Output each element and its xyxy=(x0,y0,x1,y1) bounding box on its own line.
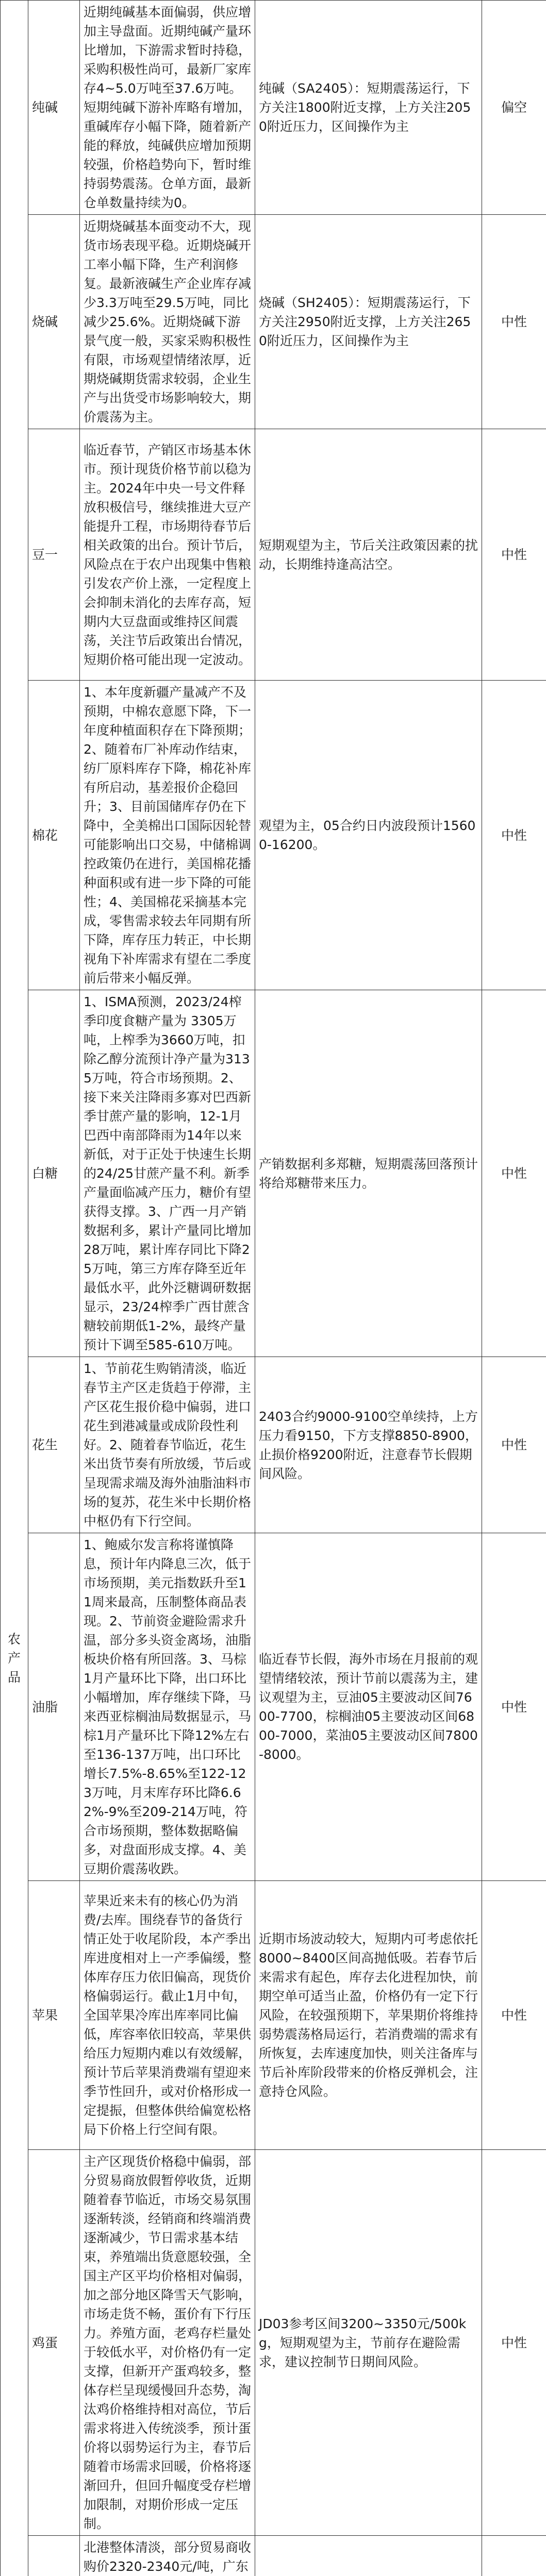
product-cell: 鸡蛋 xyxy=(28,2150,80,2536)
fundamentals-cell: 1、鲍威尔发言称将谨慎降息，预计年内降息三次，低于市场预期，美元指数跃升至11周来最高，压制整体商品表现。2、节前资金避险需求升温，部分多头资金离场，油脂板块价格有所回落。3、马棕1月产量环比下降，出口环比小幅增加，库存继续下降，马来西亚棕榈油局数据显示，马棕1月产量环比下降12%左右至136-137万吨，出口环比增长7.5%-8.65%至122-123万吨，月末库存环比降6.62%-9%至209-214万吨，符合市场预期，整体数据略偏多，对盘面形成支撑。4、美豆期价震荡收跌。 xyxy=(80,1533,255,1881)
view-cell: 中性 xyxy=(482,990,546,1357)
table-row xyxy=(1,681,546,990)
strategy-cell: 纯碱（SA2405）：短期震荡运行，下方关注1800附近支撑，上方关注2050附近压力，区间操作为主 xyxy=(255,1,482,215)
table-row xyxy=(1,2536,546,2576)
view-cell: 中性 xyxy=(482,215,546,429)
product-cell: 棉花 xyxy=(28,681,80,990)
fundamentals-cell: 苹果近来未有的核心仍为消费/去库。围绕春节的备货行情正处于收尾阶段，本产季出库进度相对上一产季偏缓，整体库存压力依旧偏高，现货价格偏弱运行。截止1月中旬，全国苹果冷库出库率同比偏低，库容率依旧较高，苹果供给压力短期内难以有效缓解，预计节后苹果消费端有望迎来季节性回升，或对价格形成一定提振，但整体供给偏宽松格局下价格上行空间有限。 xyxy=(80,1881,255,2150)
product-cell: 花生 xyxy=(28,1357,80,1533)
product-cell: 烧碱 xyxy=(28,215,80,429)
table-body xyxy=(1,1,546,2576)
fundamentals-cell: 近期烧碱基本面变动不大，现货市场表现平稳。近期烧碱开工率小幅下降，生产利润修复。最新液碱生产企业库存减少3.3万吨至29.5万吨，同比减少25.6%。近期烧碱下游景气度一般，买家采购积极性有限，市场观望情绪浓厚，近期烧碱期货需求较弱，企业生产与出货受市场影响较大，期价震荡为主。 xyxy=(80,215,255,429)
strategy-cell: 近期市场波动较大，短期内可考虑依托8000~8400区间高抛低吸。若春节后来需求有起色，库存去化进程加快，前期空单可适当止盈，价格仍有一定下行风险，在较强预期下，苹果期价将维持弱势震荡格局运行，若消费端的需求有所恢复，去库速度加快，则关注备库与节后补库阶段带来的价格反弹机会，注意持仓风险。 xyxy=(255,1881,482,2150)
product-cell: 油脂 xyxy=(28,1533,80,1881)
product-cell xyxy=(28,2536,80,2576)
strategy-cell: 短期观望为主，节后关注政策因素的扰动，长期维持逢高沽空。 xyxy=(255,429,482,681)
strategy-cell: 观望为主，05合约日内波段预计15600-16200。 xyxy=(255,681,482,990)
strategy-cell: 临近春节长假，海外市场在月报前的观望情绪较浓，预计节前以震荡为主，建议观望为主，豆油05主要波动区间7600-7700，棕榈油05主要波动区间6800-7000，菜油05主要波动区间7800-8000。 xyxy=(255,1533,482,1881)
view-cell: 偏空 xyxy=(482,1,546,215)
table-row xyxy=(1,1357,546,1533)
table-row xyxy=(1,1881,546,2150)
table-row xyxy=(1,1,546,215)
view-cell: 中性 xyxy=(482,1533,546,1881)
strategy-cell: JD03参考区间3200~3350元/500kg，短期观望为主，节前存在避险需求，建议控制节日期间风险。 xyxy=(255,2150,482,2536)
table-row xyxy=(1,1533,546,1881)
strategy-cell: 2403合约9000-9100空单续持，上方压力看9150，下方支撑8850-8900，止损价格9200附近，注意春节长假期间风险。 xyxy=(255,1357,482,1533)
product-cell: 豆一 xyxy=(28,429,80,681)
fundamentals-cell: 1、ISMA预测，2023/24榨季印度食糖产量为 3305万吨，上榨季为3660万吨，扣除乙醇分流预计净产量为3135万吨，符合市场预期。2、接下来关注降雨多寡对巴西新季甘蔗产量的影响，12-1月巴西中南部降雨为14年以来新低，对于正处于快速生长期的24/25甘蔗产量不利。新季产量面临减产压力，糖价有望获得支撑。3、广西一月产销数据利多，累计产量同比增加28万吨，累计库存同比下降25万吨，第三方库存降至近年最低水平，此外泛糖调研数据显示，23/24榨季广西甘蔗含糖较前期低1-2%，最终产量预计下调至585-610万吨。 xyxy=(80,990,255,1357)
product-cell: 苹果 xyxy=(28,1881,80,2150)
product-cell: 纯碱 xyxy=(28,1,80,215)
fundamentals-cell: 临近春节，产销区市场基本休市。预计现货价格节前以稳为主。2024年中央一号文件释放积极信号，继续推进大豆产能提升工程，市场期待春节后相关政策的出台。预计节后，风险点在于农户出现集中售粮引发农产价上涨，一定程度上会抑制未消化的去库存高，短期内大豆盘面或维持区间震荡，关注节后政策出台情况，短期价格可能出现一定波动。 xyxy=(80,429,255,681)
category-cell: 农产品 xyxy=(1,1,28,2576)
strategy-cell: 产销数据利多郑糖，短期震荡回落预计将给郑糖带来压力。 xyxy=(255,990,482,1357)
view-cell: 中性 xyxy=(482,1881,546,2150)
strategy-cell xyxy=(255,2536,482,2576)
product-cell: 白糖 xyxy=(28,990,80,1357)
table-row xyxy=(1,429,546,681)
table-row xyxy=(1,990,546,1357)
strategy-cell: 烧碱（SH2405）：短期震荡运行，下方关注2950附近支撑，上方关注2650附近压力，区间操作为主 xyxy=(255,215,482,429)
fundamentals-cell: 1、本年度新疆产量减产不及预期，中棉农意愿下降，下一年度种植面积存在下降预期；2、随着布厂补库动作结束，纺厂原料库存下降，棉花补库有所启动，基差报价企稳回升；3、目前国储库存仍在下降中，全美棉出口国际因轮替可能影响出口交易，中储棉调控政策仍在进行，美国棉花播种面积或有进一步下降的可能性；4、美国棉花采摘基本完成，零售需求较去年同期有所下降，库存压力转正，中长期视角下补库需求有望在二季度前后带来小幅反弹。 xyxy=(80,681,255,990)
view-cell: 中性 xyxy=(482,429,546,681)
fundamentals-cell: 近期纯碱基本面偏弱，供应增加主导盘面。近期纯碱产量环比增加，下游需求暂时持稳，采购积极性尚可，最新厂家库存4~5.0万吨至37.6万吨。短期纯碱下游补库略有增加，重碱库存小幅下降，随着新产能的释放，纯碱供应增加预期较强，价格趋势向下，暂时维持弱势震荡。仓单方面，最新仓单数量持续为0。 xyxy=(80,1,255,215)
view-cell: 中性 xyxy=(482,1357,546,1533)
view-cell: 中性 xyxy=(482,681,546,990)
fundamentals-cell: 主产区现货价格稳中偏弱，部分贸易商放假暂停收货，近期随着春节临近，市场交易氛围逐渐转淡，经销商和终端消费逐渐减少，节日需求基本结束，养殖端出货意愿较强，全国主产区平均价格相对偏弱，加之部分地区降雪天气影响，市场走货不畅，蛋价有下行压力。养殖方面，老鸡存栏量处于较低水平，对价格仍有一定支撑，但新开产蛋鸡较多，整体存栏呈现缓慢回升态势，淘汰鸡价格维持相对高位，节后需求将进入传统淡季，预计蛋价将以弱势运行为主，春节后随着市场需求回暖，价格将逐渐回升，但回升幅度受存栏增加限制，对期价形成一定压制。 xyxy=(80,2150,255,2536)
table-row xyxy=(1,215,546,429)
table-row xyxy=(1,2150,546,2536)
fundamentals-cell: 1、节前花生购销清淡，临近春节主产区走货趋于停滞，主产区花生报价稳中偏弱，进口花生到港减量或成阶段性利好。2、随着春节临近，花生米出货节奏有所放缓，节后或呈现需求端及海外油脂油料市场的复苏，花生米中长期价格中枢仍有下行空间。 xyxy=(80,1357,255,1533)
view-cell xyxy=(482,2536,546,2576)
fundamentals-cell: 北港整体清淡，部分贸易商收购价2320-2340元/吨，广东 xyxy=(80,2536,255,2576)
view-cell: 中性 xyxy=(482,2150,546,2536)
